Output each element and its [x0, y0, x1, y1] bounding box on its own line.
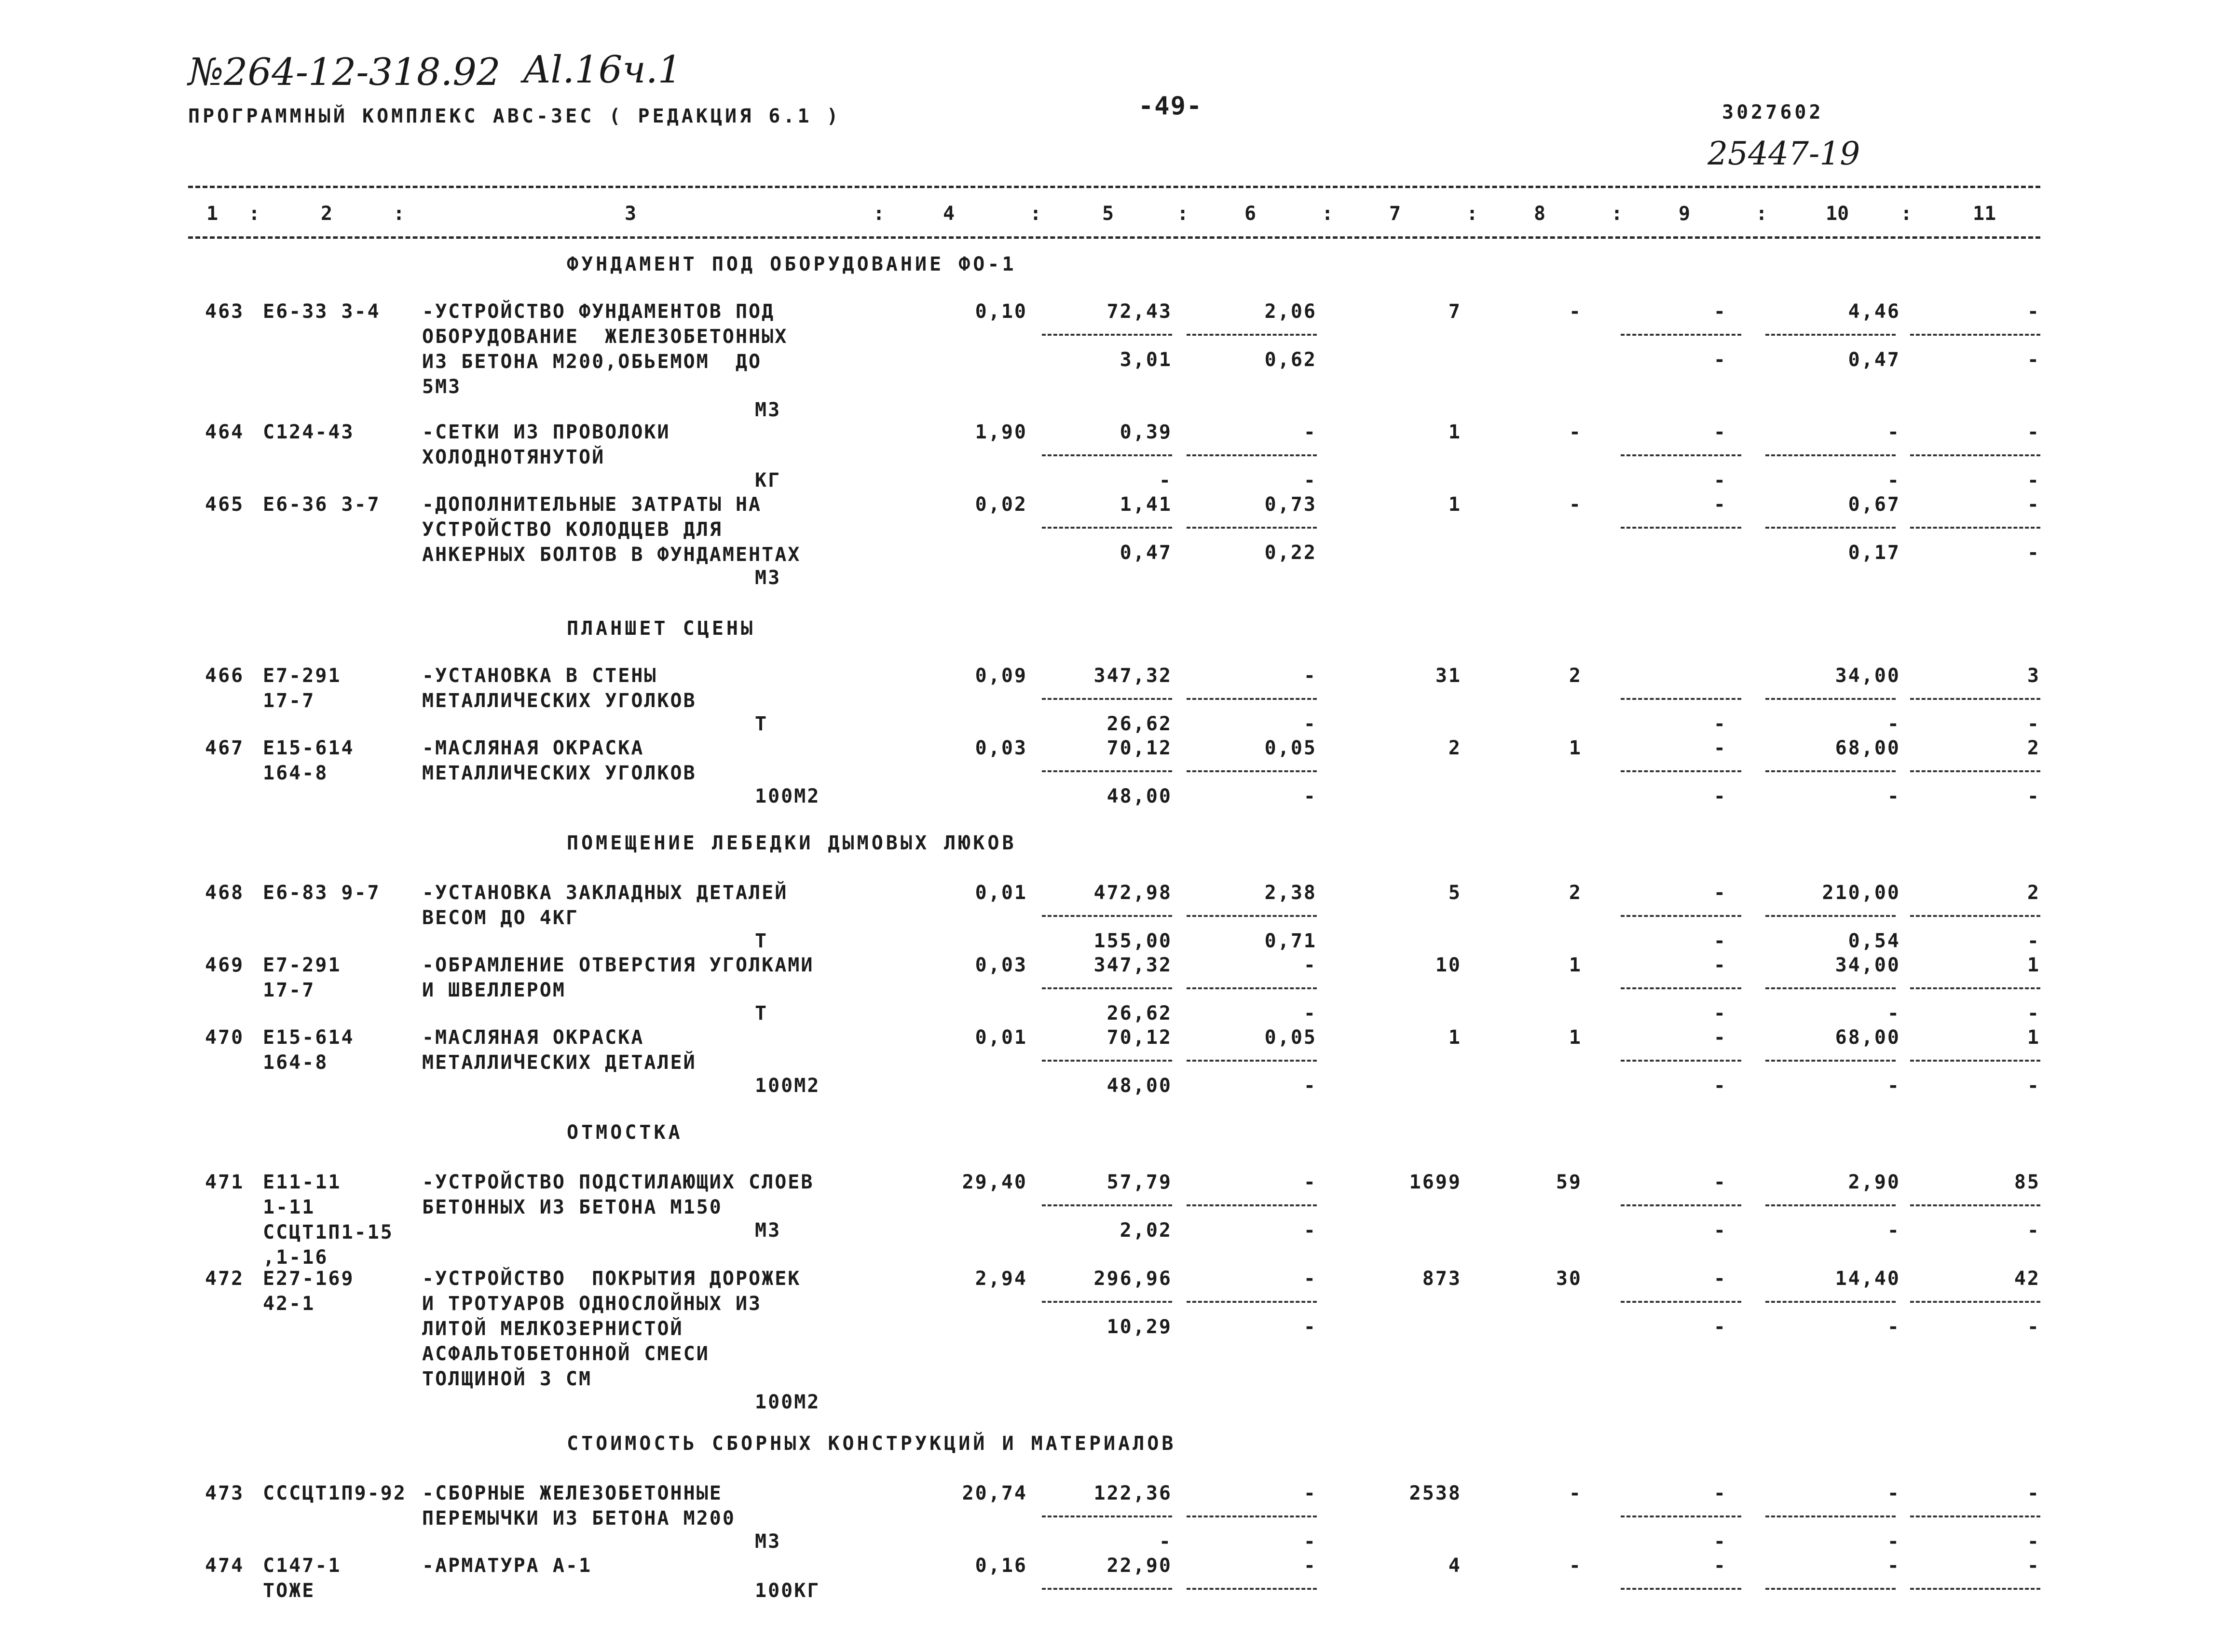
- col7-value: 1699: [1409, 1171, 1462, 1193]
- col11-value-bottom: -: [2027, 469, 2040, 492]
- col6-underline: [1187, 915, 1317, 917]
- col5-value-bottom: 10,29: [1107, 1316, 1172, 1338]
- unit: Т: [755, 930, 768, 952]
- col9-underline: [1621, 1060, 1741, 1062]
- col10-value-bottom: -: [1887, 1219, 1900, 1242]
- col11-underline: [1910, 698, 2040, 700]
- col10-underline: [1765, 915, 1896, 917]
- unit: М3: [755, 567, 781, 589]
- col5-value-bottom: 155,00: [1093, 930, 1172, 952]
- col11-value-top: -: [2027, 300, 2040, 323]
- col-header-5: 5: [1102, 203, 1114, 225]
- col-separator: :: [1900, 203, 1913, 225]
- col5-value-top: 70,12: [1107, 737, 1172, 759]
- col5-value-top: 472,98: [1093, 882, 1172, 904]
- col9-value-bottom: -: [1713, 469, 1727, 492]
- col5-value-top: 296,96: [1093, 1268, 1172, 1290]
- norm-code: С124-43: [263, 421, 355, 443]
- col10-value-top: 2,90: [1848, 1171, 1900, 1193]
- col-header-7: 7: [1389, 203, 1401, 225]
- col5-value-bottom: -: [1159, 469, 1172, 492]
- col9-underline: [1621, 770, 1741, 772]
- col11-underline: [1910, 915, 2040, 917]
- col9-value-top: -: [1713, 1171, 1727, 1193]
- row-number: 464: [205, 421, 245, 443]
- col5-value-bottom: 2,02: [1120, 1219, 1172, 1242]
- col7-value: 31: [1435, 665, 1462, 687]
- col7-value: 2: [1448, 737, 1462, 759]
- col9-value-top: -: [1713, 300, 1727, 323]
- col8-value: 2: [1569, 882, 1582, 904]
- col8-value: -: [1569, 493, 1582, 516]
- col11-underline: [1910, 527, 2040, 529]
- work-description: -ДОПОЛНИТЕЛЬНЫЕ ЗАТРАТЫ НА УСТРОЙСТВО КОЛОДЦЕВ ДЛЯ АНКЕРНЫХ БОЛТОВ В ФУНДАМЕНТАХ: [422, 493, 801, 566]
- col7-value: 5: [1448, 882, 1462, 904]
- col11-value-top: 3: [2027, 665, 2040, 687]
- col10-value-top: 0,67: [1848, 493, 1900, 516]
- unit: 100М2: [755, 785, 820, 807]
- page-number: -49-: [1138, 92, 1203, 121]
- section-title: ПЛАНШЕТ СЦЕНЫ: [567, 617, 756, 640]
- col11-value-bottom: -: [2027, 1316, 2040, 1338]
- norm-code: Е7-291 17-7: [263, 665, 342, 712]
- row-number: 466: [205, 665, 245, 687]
- col10-value-top: 210,00: [1822, 882, 1900, 904]
- col7-value: 10: [1435, 954, 1462, 976]
- col5-value-top: 22,90: [1107, 1555, 1172, 1577]
- unit: 100М2: [755, 1391, 820, 1413]
- col4-quantity: 0,03: [975, 954, 1027, 976]
- norm-code: С147-1 ТОЖЕ: [263, 1555, 342, 1602]
- col-separator: :: [1030, 203, 1042, 225]
- col5-value-top: 347,32: [1093, 665, 1172, 687]
- col4-quantity: 20,74: [962, 1482, 1027, 1504]
- norm-code: Е6-36 3-7: [263, 493, 381, 516]
- row-number: 468: [205, 882, 245, 904]
- col5-underline: [1042, 1060, 1172, 1062]
- col8-value: 1: [1569, 737, 1582, 759]
- col10-underline: [1765, 698, 1896, 700]
- row-number: 470: [205, 1026, 245, 1049]
- col-separator: :: [1177, 203, 1189, 225]
- col5-underline: [1042, 527, 1172, 529]
- row-number: 463: [205, 300, 245, 323]
- col7-value: 873: [1422, 1268, 1462, 1290]
- unit: Т: [755, 713, 768, 735]
- row-number: 474: [205, 1555, 245, 1577]
- col9-underline: [1621, 1515, 1741, 1517]
- col5-value-top: 72,43: [1107, 300, 1172, 323]
- work-description: -МАСЛЯНАЯ ОКРАСКА МЕТАЛЛИЧЕСКИХ УГОЛКОВ: [422, 737, 697, 784]
- col9-value-bottom: -: [1713, 785, 1727, 807]
- col5-underline: [1042, 698, 1172, 700]
- handwritten-register-number: №264-12-318.92: [188, 51, 501, 94]
- unit: 100М2: [755, 1075, 820, 1097]
- col5-value-top: 1,41: [1120, 493, 1172, 516]
- work-description: -АРМАТУРА А-1: [422, 1555, 592, 1577]
- col6-value-bottom: -: [1303, 1075, 1317, 1097]
- col10-value-bottom: 0,54: [1848, 930, 1900, 952]
- col10-underline: [1765, 1301, 1896, 1303]
- col8-value: -: [1569, 421, 1582, 443]
- col9-value-top: -: [1713, 882, 1727, 904]
- col8-value: 1: [1569, 1026, 1582, 1049]
- col6-value-top: 0,73: [1264, 493, 1317, 516]
- col5-value-bottom: 26,62: [1107, 1002, 1172, 1024]
- handwritten-doc-number: 25447-19: [1708, 135, 1860, 172]
- col6-underline: [1187, 527, 1317, 529]
- col4-quantity: 0,01: [975, 1026, 1027, 1049]
- col10-value-bottom: -: [1887, 713, 1900, 735]
- col11-underline: [1910, 1515, 2040, 1517]
- col10-value-top: 34,00: [1835, 665, 1900, 687]
- col11-value-top: -: [2027, 493, 2040, 516]
- col4-quantity: 1,90: [975, 421, 1027, 443]
- col9-underline: [1621, 698, 1741, 700]
- col10-value-bottom: -: [1887, 1530, 1900, 1553]
- col-header-2: 2: [321, 203, 333, 225]
- col7-value: 1: [1448, 1026, 1462, 1049]
- col6-value-bottom: -: [1303, 785, 1317, 807]
- col11-underline: [1910, 1060, 2040, 1062]
- col11-value-top: -: [2027, 1482, 2040, 1504]
- unit: М3: [755, 1219, 781, 1242]
- col11-value-bottom: -: [2027, 1002, 2040, 1024]
- col4-quantity: 0,09: [975, 665, 1027, 687]
- norm-code: Е11-11 1-11 ССЦТ1П1-15 ,1-16: [263, 1171, 394, 1269]
- col8-value: 2: [1569, 665, 1582, 687]
- col6-value-bottom: -: [1303, 1530, 1317, 1553]
- col-separator: :: [1322, 203, 1334, 225]
- col-header-11: 11: [1973, 203, 1996, 225]
- work-description: -УСТРОЙСТВО ПОДСТИЛАЮЩИХ СЛОЕВ БЕТОННЫХ ИЗ БЕТОНА М150: [422, 1171, 814, 1218]
- col11-value-top: -: [2027, 1555, 2040, 1577]
- col9-value-bottom: -: [1713, 1219, 1727, 1242]
- col4-quantity: 0,03: [975, 737, 1027, 759]
- col5-value-bottom: 48,00: [1107, 1075, 1172, 1097]
- col6-value-top: -: [1303, 1482, 1317, 1504]
- col6-underline: [1187, 334, 1317, 336]
- col7-value: 1: [1448, 421, 1462, 443]
- col6-underline: [1187, 1515, 1317, 1517]
- col5-underline: [1042, 1204, 1172, 1206]
- col-separator: :: [1466, 203, 1478, 225]
- col10-value-top: -: [1887, 1482, 1900, 1504]
- unit: М3: [755, 399, 781, 421]
- col9-underline: [1621, 454, 1741, 456]
- col4-quantity: 2,94: [975, 1268, 1027, 1290]
- col10-underline: [1765, 987, 1896, 989]
- norm-code: Е6-33 3-4: [263, 300, 381, 323]
- table-top-rule: [188, 186, 2040, 188]
- col10-value-bottom: -: [1887, 1002, 1900, 1024]
- col9-value-bottom: -: [1713, 349, 1727, 371]
- col9-value-bottom: -: [1713, 930, 1727, 952]
- col9-value-bottom: -: [1713, 1075, 1727, 1097]
- work-description: -УСТРОЙСТВО ФУНДАМЕНТОВ ПОД ОБОРУДОВАНИЕ ЖЕЛЕЗОБЕТОННЫХ ИЗ БЕТОНА М200,ОБЬЕМОМ ДО 5М3: [422, 300, 788, 398]
- col5-value-top: 70,12: [1107, 1026, 1172, 1049]
- col11-underline: [1910, 334, 2040, 336]
- col6-value-top: -: [1303, 1171, 1317, 1193]
- col9-value-top: -: [1713, 1268, 1727, 1290]
- col5-value-top: 347,32: [1093, 954, 1172, 976]
- col9-value-bottom: -: [1713, 1002, 1727, 1024]
- col6-value-top: 2,06: [1264, 300, 1317, 323]
- work-description: -УСТАНОВКА В СТЕНЫ МЕТАЛЛИЧЕСКИХ УГОЛКОВ: [422, 665, 697, 712]
- col9-value-top: -: [1713, 1026, 1727, 1049]
- col6-value-bottom: -: [1303, 1316, 1317, 1338]
- col10-value-top: -: [1887, 1555, 1900, 1577]
- col10-underline: [1765, 454, 1896, 456]
- col-header-4: 4: [943, 203, 955, 225]
- col-header-6: 6: [1244, 203, 1257, 225]
- header-bottom-rule: [188, 236, 2040, 239]
- col6-value-top: -: [1303, 665, 1317, 687]
- col4-quantity: 0,16: [975, 1555, 1027, 1577]
- col11-underline: [1910, 1301, 2040, 1303]
- col9-value-bottom: -: [1713, 1316, 1727, 1338]
- col10-underline: [1765, 1204, 1896, 1206]
- unit: 100КГ: [755, 1580, 820, 1602]
- section-title: СТОИМОСТЬ СБОРНЫХ КОНСТРУКЦИЙ И МАТЕРИАЛОВ: [567, 1433, 1176, 1455]
- col10-value-bottom: -: [1887, 469, 1900, 492]
- col11-value-top: 1: [2027, 954, 2040, 976]
- work-description: -ОБРАМЛЕНИЕ ОТВЕРСТИЯ УГОЛКАМИ И ШВЕЛЛЕРОМ: [422, 954, 814, 1001]
- row-number: 471: [205, 1171, 245, 1193]
- col6-value-top: 0,05: [1264, 737, 1317, 759]
- col-header-3: 3: [625, 203, 637, 225]
- col9-value-top: -: [1713, 1482, 1727, 1504]
- col7-value: 7: [1448, 300, 1462, 323]
- work-description: -МАСЛЯНАЯ ОКРАСКА МЕТАЛЛИЧЕСКИХ ДЕТАЛЕЙ: [422, 1026, 697, 1074]
- col11-underline: [1910, 1588, 2040, 1590]
- col9-underline: [1621, 1301, 1741, 1303]
- unit: М3: [755, 1530, 781, 1553]
- col-separator: :: [1611, 203, 1623, 225]
- col11-value-bottom: -: [2027, 542, 2040, 564]
- col11-value-top: 2: [2027, 737, 2040, 759]
- col5-value-bottom: 48,00: [1107, 785, 1172, 807]
- col10-underline: [1765, 770, 1896, 772]
- col11-value-top: 1: [2027, 1026, 2040, 1049]
- row-number: 467: [205, 737, 245, 759]
- section-title: ОТМОСТКА: [567, 1121, 683, 1144]
- col5-value-top: 122,36: [1093, 1482, 1172, 1504]
- col6-value-bottom: 0,62: [1264, 349, 1317, 371]
- col6-underline: [1187, 1301, 1317, 1303]
- col4-quantity: 0,10: [975, 300, 1027, 323]
- row-number: 469: [205, 954, 245, 976]
- col11-value-top: 2: [2027, 882, 2040, 904]
- col9-value-top: -: [1713, 493, 1727, 516]
- row-number: 465: [205, 493, 245, 516]
- norm-code: Е15-614 164-8: [263, 1026, 355, 1074]
- work-description: -СЕТКИ ИЗ ПРОВОЛОКИ ХОЛОДНОТЯНУТОЙ: [422, 421, 670, 468]
- col7-value: 4: [1448, 1555, 1462, 1577]
- col10-value-top: 68,00: [1835, 1026, 1900, 1049]
- col5-value-bottom: -: [1159, 1530, 1172, 1553]
- col11-value-bottom: -: [2027, 713, 2040, 735]
- col7-value: 1: [1448, 493, 1462, 516]
- col-header-8: 8: [1534, 203, 1546, 225]
- col11-value-bottom: -: [2027, 1219, 2040, 1242]
- col10-value-top: -: [1887, 421, 1900, 443]
- col5-value-bottom: 26,62: [1107, 713, 1172, 735]
- col11-value-bottom: -: [2027, 349, 2040, 371]
- col-separator: :: [393, 203, 405, 225]
- col9-value-bottom: -: [1713, 1530, 1727, 1553]
- col9-value-top: -: [1713, 421, 1727, 443]
- norm-code: СССЦТ1П9-92: [263, 1482, 407, 1504]
- col11-underline: [1910, 987, 2040, 989]
- col5-underline: [1042, 454, 1172, 456]
- col6-underline: [1187, 770, 1317, 772]
- col10-value-bottom: 0,47: [1848, 349, 1900, 371]
- row-number: 472: [205, 1268, 245, 1290]
- col-separator: :: [1756, 203, 1768, 225]
- col11-value-top: -: [2027, 421, 2040, 443]
- document-code: 3027602: [1722, 101, 1824, 123]
- col9-value-top: -: [1713, 954, 1727, 976]
- col6-value-top: -: [1303, 954, 1317, 976]
- col11-underline: [1910, 770, 2040, 772]
- col7-value: 2538: [1409, 1482, 1462, 1504]
- col5-value-bottom: 3,01: [1120, 349, 1172, 371]
- col6-value-bottom: -: [1303, 1002, 1317, 1024]
- col10-value-bottom: -: [1887, 1075, 1900, 1097]
- col9-underline: [1621, 987, 1741, 989]
- col10-value-top: 68,00: [1835, 737, 1900, 759]
- col10-underline: [1765, 1588, 1896, 1590]
- unit: КГ: [755, 469, 781, 492]
- col5-underline: [1042, 770, 1172, 772]
- col9-underline: [1621, 1588, 1741, 1590]
- col9-value-top: -: [1713, 1555, 1727, 1577]
- col6-underline: [1187, 987, 1317, 989]
- col-header-10: 10: [1826, 203, 1849, 225]
- col10-value-top: 14,40: [1835, 1268, 1900, 1290]
- col6-value-top: -: [1303, 421, 1317, 443]
- col8-value: -: [1569, 1482, 1582, 1504]
- col9-underline: [1621, 334, 1741, 336]
- col11-underline: [1910, 1204, 2040, 1206]
- col11-value-bottom: -: [2027, 1075, 2040, 1097]
- col10-value-bottom: -: [1887, 785, 1900, 807]
- program-title: ПРОГРАММНЫЙ КОМПЛЕКС АВС-ЗЕС ( РЕДАКЦИЯ 6.1 ): [188, 105, 841, 127]
- col6-value-bottom: 0,71: [1264, 930, 1317, 952]
- work-description: -СБОРНЫЕ ЖЕЛЕЗОБЕТОННЫЕ ПЕРЕМЫЧКИ ИЗ БЕТОНА М200: [422, 1482, 736, 1529]
- col6-value-bottom: -: [1303, 713, 1317, 735]
- col-separator: :: [873, 203, 885, 225]
- col6-underline: [1187, 454, 1317, 456]
- section-title: ФУНДАМЕНТ ПОД ОБОРУДОВАНИЕ ФО-1: [567, 253, 1017, 275]
- col10-value-top: 4,46: [1848, 300, 1900, 323]
- col10-underline: [1765, 1515, 1896, 1517]
- col6-underline: [1187, 1204, 1317, 1206]
- norm-code: Е6-83 9-7: [263, 882, 381, 904]
- work-description: -УСТРОЙСТВО ПОКРЫТИЯ ДОРОЖЕК И ТРОТУАРОВ ОДНОСЛОЙНЫХ ИЗ ЛИТОЙ МЕЛКОЗЕРНИСТОЙ АСФАЛЬТОБЕТОННОЙ СМЕСИ ТОЛЩИНОЙ 3 СМ: [422, 1268, 801, 1390]
- col6-value-bottom: -: [1303, 469, 1317, 492]
- col6-value-bottom: 0,22: [1264, 542, 1317, 564]
- col6-underline: [1187, 1588, 1317, 1590]
- col4-quantity: 29,40: [962, 1171, 1027, 1193]
- col8-value: -: [1569, 300, 1582, 323]
- col6-value-top: 0,05: [1264, 1026, 1317, 1049]
- col6-value-top: -: [1303, 1268, 1317, 1290]
- col5-value-top: 57,79: [1107, 1171, 1172, 1193]
- col9-value-bottom: -: [1713, 713, 1727, 735]
- col8-value: 59: [1556, 1171, 1582, 1193]
- col6-value-bottom: -: [1303, 1219, 1317, 1242]
- col5-underline: [1042, 334, 1172, 336]
- col6-value-top: -: [1303, 1555, 1317, 1577]
- norm-code: Е7-291 17-7: [263, 954, 342, 1001]
- col5-underline: [1042, 915, 1172, 917]
- col-separator: :: [248, 203, 260, 225]
- col10-value-top: 34,00: [1835, 954, 1900, 976]
- handwritten-album-note: Al.16ч.1: [523, 48, 682, 92]
- work-description: -УСТАНОВКА ЗАКЛАДНЫХ ДЕТАЛЕЙ ВЕСОМ ДО 4КГ: [422, 882, 788, 929]
- col5-value-bottom: 0,47: [1120, 542, 1172, 564]
- col11-value-top: 85: [2014, 1171, 2040, 1193]
- col11-value-top: 42: [2014, 1268, 2040, 1290]
- col9-underline: [1621, 915, 1741, 917]
- col-header-9: 9: [1679, 203, 1691, 225]
- col-header-1: 1: [206, 203, 219, 225]
- col10-underline: [1765, 1060, 1896, 1062]
- col9-underline: [1621, 1204, 1741, 1206]
- col9-value-top: -: [1713, 737, 1727, 759]
- col8-value: 30: [1556, 1268, 1582, 1290]
- col4-quantity: 0,01: [975, 882, 1027, 904]
- col11-value-bottom: -: [2027, 1530, 2040, 1553]
- col5-underline: [1042, 1515, 1172, 1517]
- col11-value-bottom: -: [2027, 930, 2040, 952]
- col6-underline: [1187, 1060, 1317, 1062]
- col5-underline: [1042, 987, 1172, 989]
- col10-underline: [1765, 334, 1896, 336]
- col9-underline: [1621, 527, 1741, 529]
- col8-value: -: [1569, 1555, 1582, 1577]
- col11-underline: [1910, 454, 2040, 456]
- unit: Т: [755, 1002, 768, 1024]
- norm-code: Е15-614 164-8: [263, 737, 355, 784]
- col5-underline: [1042, 1588, 1172, 1590]
- col6-value-top: 2,38: [1264, 882, 1317, 904]
- col10-value-bottom: -: [1887, 1316, 1900, 1338]
- col10-underline: [1765, 527, 1896, 529]
- col5-value-top: 0,39: [1120, 421, 1172, 443]
- col10-value-bottom: 0,17: [1848, 542, 1900, 564]
- col4-quantity: 0,02: [975, 493, 1027, 516]
- row-number: 473: [205, 1482, 245, 1504]
- section-title: ПОМЕЩЕНИЕ ЛЕБЕДКИ ДЫМОВЫХ ЛЮКОВ: [567, 832, 1017, 854]
- col8-value: 1: [1569, 954, 1582, 976]
- col6-underline: [1187, 698, 1317, 700]
- col5-underline: [1042, 1301, 1172, 1303]
- norm-code: Е27-169 42-1: [263, 1268, 355, 1315]
- col11-value-bottom: -: [2027, 785, 2040, 807]
